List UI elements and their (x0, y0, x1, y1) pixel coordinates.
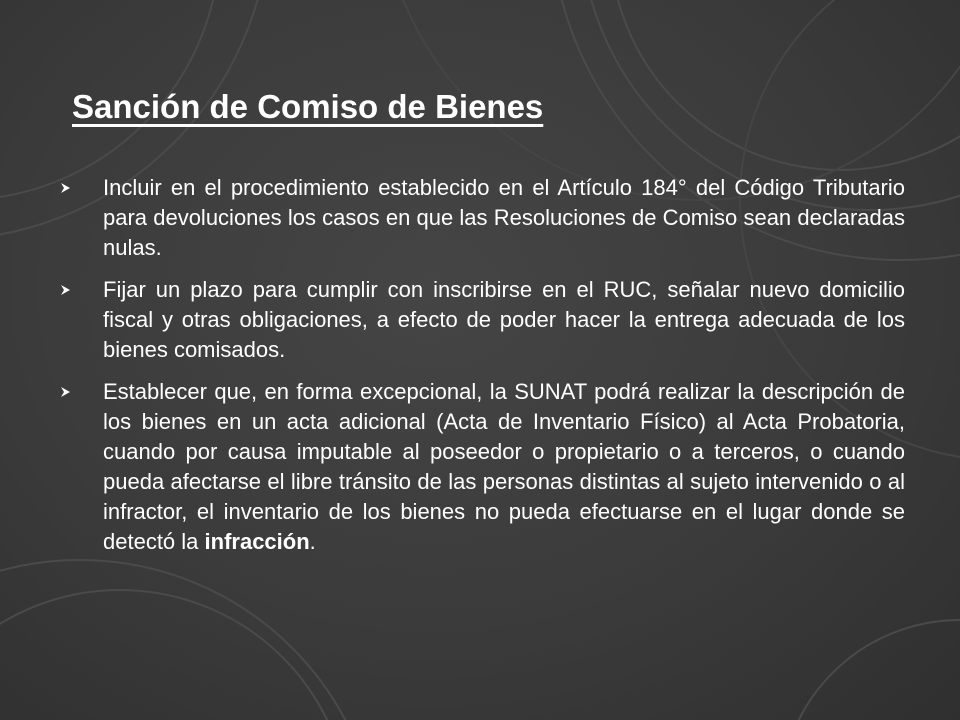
arrowhead-bullet-icon (60, 173, 103, 203)
bullet-text-part: Establecer que, en forma excepcional, la SUNAT podrá realizar la descripción de los bienes en un acta adicional (Acta de Inventario Físico) al Acta Probatoria, cuando por causa imputable al poseedor o propietario o a terceros, o cuando pueda afectarse el libre tránsito de las personas distintas al sujeto intervenido o al infractor, el inventario de los bienes no pueda efectuarse en el lugar donde se detectó la (103, 379, 905, 554)
bullet-text-emphasis: infracción (204, 529, 310, 554)
bullet-text: Incluir en el procedimiento establecido en el Artículo 184° del Código Tributario para devoluciones los casos en que las Resoluciones de Comiso sean declaradas nulas. (103, 175, 905, 260)
arrowhead-bullet-icon (60, 275, 103, 305)
bullet-text (103, 377, 905, 557)
list-item (60, 173, 905, 263)
list-item (60, 377, 905, 557)
bullet-text: Fijar un plazo para cumplir con inscribirse en el RUC, señalar nuevo domicilio fiscal y otras obligaciones, a efecto de poder hacer la entrega adecuada de los bienes comisados. (103, 277, 905, 362)
bullet-list (60, 173, 905, 569)
bullet-text-end: . (309, 529, 316, 554)
slide-title: Sanción de Comiso de Bienes (72, 88, 544, 125)
list-item (60, 275, 905, 365)
arrowhead-bullet-icon (60, 377, 103, 407)
